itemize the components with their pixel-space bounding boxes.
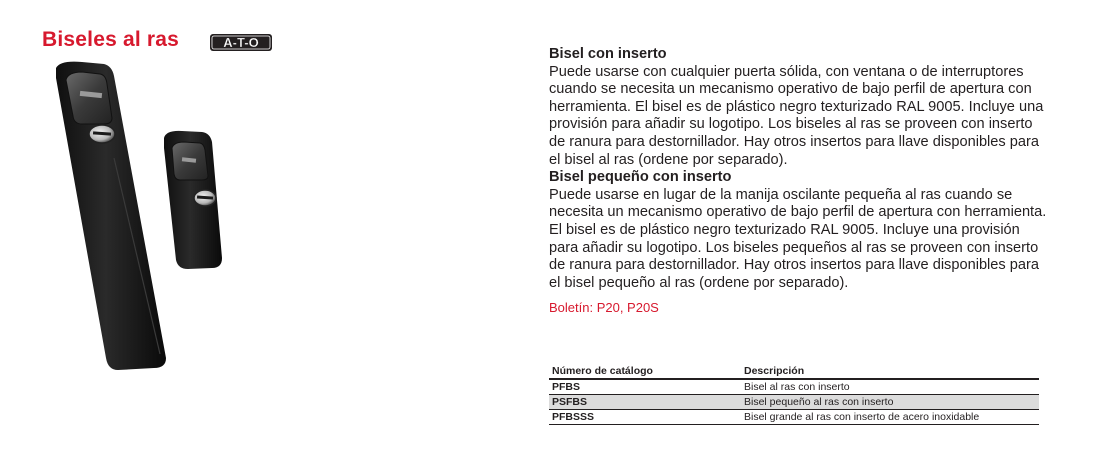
bulletin-reference: Boletín: P20, P20S bbox=[549, 300, 659, 316]
product-description bbox=[549, 46, 1049, 316]
flush-bezel-product-photo bbox=[42, 58, 262, 388]
catalog-description: Bisel grande al ras con inserto de acero inoxidable bbox=[741, 410, 1039, 425]
section-body: Puede usarse en lugar de la manija oscilante pequeña al ras cuando se necesita un mecanismo operativo de bajo perfil de apertura con herramienta. El bisel es de plástico negro texturizado RAL 9005. Incluye una provisión para añadir su logotipo. Los biseles pequeños al ras se proveen con inserto de ranura para destornillador. Hay otros insertos para llave disponibles para el bisel pequeño al ras (ordene por separado). bbox=[549, 186, 1047, 291]
section-heading: Bisel con inserto bbox=[549, 46, 667, 62]
brand-logo-text: A-T-O bbox=[223, 35, 259, 50]
table-row bbox=[549, 395, 1039, 410]
table-row bbox=[549, 410, 1039, 425]
table-row bbox=[549, 379, 1039, 395]
page-title: Biseles al ras bbox=[42, 28, 180, 51]
column-header: Descripción bbox=[741, 364, 1039, 379]
catalog-number: PSFBS bbox=[549, 395, 741, 410]
table-header-row bbox=[549, 364, 1039, 379]
catalog-number: PFBSSS bbox=[549, 410, 741, 425]
catalog-table bbox=[549, 364, 1039, 425]
small-bezel bbox=[164, 131, 222, 269]
column-header: Número de catálogo bbox=[549, 364, 741, 379]
ato-brand-logo bbox=[209, 33, 273, 52]
catalog-number: PFBS bbox=[549, 379, 741, 395]
large-bezel bbox=[56, 62, 166, 370]
catalog-description: Bisel al ras con inserto bbox=[741, 379, 1039, 395]
catalog-description: Bisel pequeño al ras con inserto bbox=[741, 395, 1039, 410]
section-heading: Bisel pequeño con inserto bbox=[549, 169, 732, 186]
section-body: Puede usarse con cualquier puerta sólida, con ventana o de interruptores cuando se necesita un mecanismo operativo de bajo perfil de apertura con herramienta. El bisel es de plástico negro texturizado RAL 9005. Incluye una provisión para añadir su logotipo. Los biseles al ras se proveen con inserto de ranura para destornillador. Hay otros insertos para llave disponibles para el bisel al ras (ordene por separado). bbox=[549, 63, 1044, 168]
